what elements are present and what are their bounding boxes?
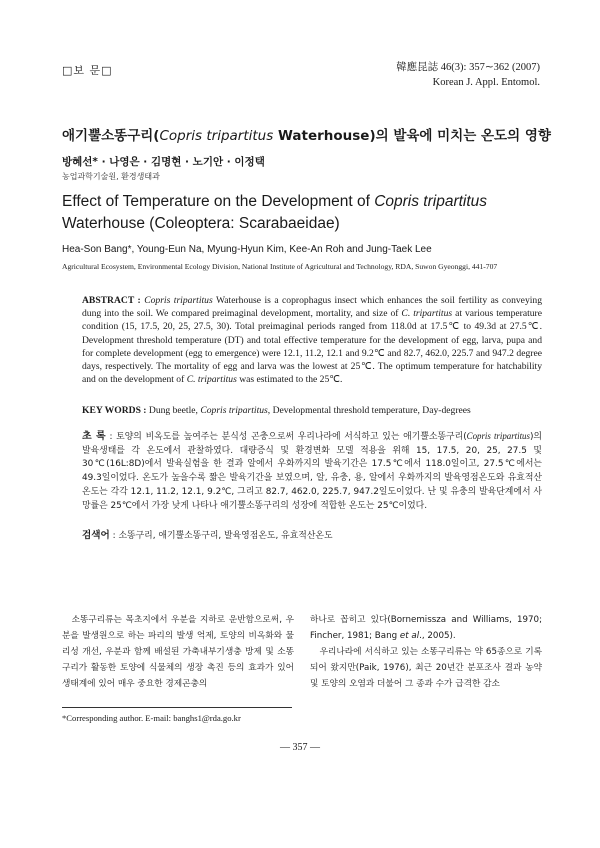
english-title-prefix: Effect of Temperature on the Development of xyxy=(62,193,375,210)
english-abstract xyxy=(82,294,542,386)
korean-abstract-species: Copris tripartitus xyxy=(466,431,530,441)
keywords-part2: , Developmental threshold temperature, Day-degrees xyxy=(267,405,471,416)
body-right-paragraph-1 xyxy=(310,612,542,644)
korean-abstract-part2: )의 발육생태를 각 온도에서 관찰하였다. 대량증식 및 환경변화 모델 적용을 위해 15, 17.5, 20, 25, 27.5 및 30℃(16L:8D)에서 발육실험을 한 결과 알에서 우화까지의 발육기간은 17.5℃에서 118.0일이고, 27.5℃에서는 49.3일이었다. 온도가 높을수록 짧은 발육기간을 보였으며, 알, 유충, 용, 알에서 우화까지의 발육영점온도와 유효적산온도는 각각 12.1, 11.2, 12.1, 9.2℃, 그리고 82.7, 462.0, 225.7, 947.2일도이었다. 난 및 유충의 발육단계에서 사망률은 25℃에서 가장 낮게 나타나 애기뿔소똥구리의 성장에 적합한 온도는 25℃이었다. xyxy=(82,432,542,511)
abstract-label: ABSTRACT : xyxy=(82,295,141,306)
corresponding-author-footnote: *Corresponding author. E-mail: banghs1@rda.go.kr xyxy=(62,713,241,723)
korean-affiliation: 농업과학기술원, 환경생태과 xyxy=(62,172,160,181)
abstract-part2: at various temperature condition (15, 17.5, 20, 25, 27.5, 30). Total preimaginal periods ranged from 118.0d at 17.5℃ to 49.3d at 27.5℃. Development threshold temperature (DT) and total effective temperature for the development of egg, larva, pupa and for complete development (egg to emergence) were 12.1, 11.2, 12.1 and 9.2℃ and 82.7, 462.0, 225.7 and 947.2 degree days, respectively. The mortality of egg and larva was the lowest at 25℃. The optimum temperature for hatchability and on the development of xyxy=(82,308,542,386)
keywords-label: KEY WORDS : xyxy=(82,405,147,416)
korean-keywords-text: : 소똥구리, 애기뿔소똥구리, 발육영점온도, 유효적산온도 xyxy=(109,531,333,541)
english-affiliation: Agricultural Ecosystem, Environmental Ecology Division, National Institute of Agricultural and Technology, RDA, Suwon Gyeonggi, 441-707 xyxy=(62,262,498,271)
english-title-suffix: Waterhouse (Coleoptera: Scarabaeidae) xyxy=(62,215,340,232)
keywords-part1: Dung beetle, xyxy=(146,405,201,416)
korean-abstract-part1: : 토양의 비옥도를 높여주는 분식성 곤충으로써 우리나라에 서식하고 있는 애기뿔소똥구리( xyxy=(105,432,467,442)
korean-authors: 방혜선* · 나영은 · 김명현 · 노기안 · 이정택 xyxy=(62,156,265,168)
korean-title-species: Copris tripartitus xyxy=(159,128,274,144)
english-title xyxy=(62,191,542,235)
footnote-divider xyxy=(62,707,292,708)
keywords-species: Copris tripartitus xyxy=(200,405,268,416)
journal-line-english: Korean J. Appl. Entomol. xyxy=(432,77,540,88)
abstract-part3: was estimated to the 25℃. xyxy=(236,374,343,386)
korean-title-suffix: Waterhouse)의 발육에 미치는 온도의 영향 xyxy=(273,128,551,144)
abstract-part1: Waterhouse is a coprophagus insect which enhances the soil fertility as conveying dung into the soil. We compared preimaginal development, mortality, and size of xyxy=(82,295,542,320)
abstract-species2: C. tripartitus xyxy=(401,308,453,320)
body-left-paragraph: 소똥구리류는 목초지에서 우분을 지하로 운반함으로써, 우분을 발생원으로 하는 파리의 발생 억제, 토양의 비옥화와 물리성 개선, 우분과 함께 배설된 가축내부기생충 방제 및 소똥구리가 활동한 토양에 식물체의 생장 촉진 등의 효과가 있어 생태계에 있어 매우 중요한 경제곤충의 xyxy=(62,615,294,689)
korean-keywords xyxy=(82,527,333,541)
english-keywords xyxy=(82,405,552,416)
body-right-p1-b: ., 2005). xyxy=(419,631,456,641)
abstract-species3: C. tripartitus xyxy=(186,374,237,386)
korean-abstract-label: 초 록 xyxy=(82,431,106,442)
journal-citation xyxy=(396,60,540,90)
body-right-p1-a: 하나로 꼽히고 있다(Bornemissza and Williams, 1970; Fincher, 1981; Bang xyxy=(310,615,542,641)
korean-keywords-label: 검색어 xyxy=(82,530,110,541)
body-right-p1-etal: et al xyxy=(399,631,420,641)
abstract-species: Copris tripartitus xyxy=(144,295,213,306)
page-number: — 357 — xyxy=(280,742,320,753)
report-type-label: □보 문□ xyxy=(62,64,113,77)
body-right-column xyxy=(310,612,542,692)
body-right-paragraph-2: 우리나라에 서식하고 있는 소똥구리류는 약 65종으로 기록되어 왔지만(Paik, 1976), 최근 20년간 분포조사 결과 농약 및 토양의 오염과 더불어 그 종과 수가 급격한 감소 xyxy=(310,647,542,689)
korean-title-prefix: 애기뿔소똥구리( xyxy=(62,128,160,144)
journal-line-korean: 韓應昆誌 46(3): 357∼362 (2007) xyxy=(396,62,540,73)
korean-title xyxy=(62,124,551,144)
korean-abstract xyxy=(82,430,542,513)
body-left-column xyxy=(62,612,294,692)
english-title-species: Copris tripartitus xyxy=(374,193,488,210)
english-authors: Hea-Son Bang*, Young-Eun Na, Myung-Hyun Kim, Kee-An Roh and Jung-Taek Lee xyxy=(62,244,432,255)
